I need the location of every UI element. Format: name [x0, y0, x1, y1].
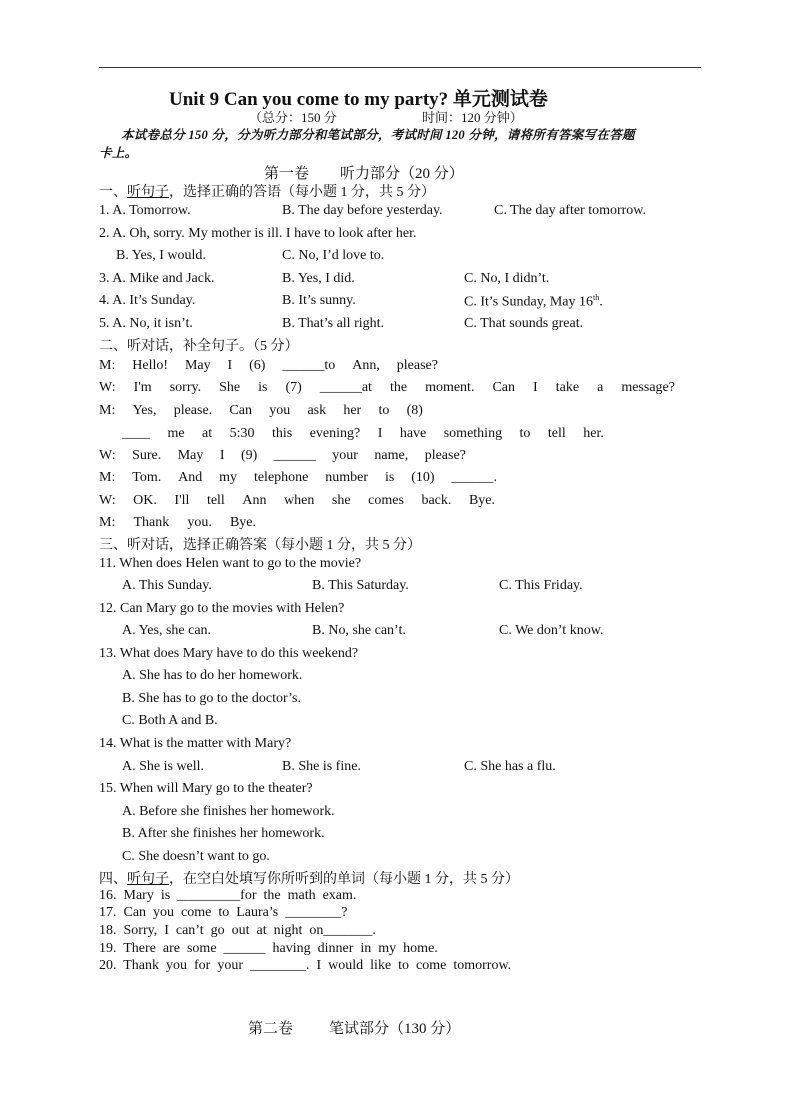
dialogue-word: her	[343, 403, 362, 418]
q4-option-c	[464, 293, 603, 311]
dialogue-word: Tom.	[132, 470, 162, 485]
q12-option-c: C. We don’t know.	[499, 623, 604, 638]
dialogue-word: comes	[368, 493, 404, 508]
q4-option-c-superscript: th	[592, 293, 600, 302]
q4-option-c-end: .	[599, 294, 603, 310]
dialogue-word: Hello!	[132, 358, 169, 373]
section-4-keyword: 听句子	[127, 872, 169, 887]
q4-option-c-text: C. It’s Sunday, May 16	[464, 294, 593, 310]
q4-option-a: 4. A. It’s Sunday.	[99, 293, 196, 308]
q15-option-a: A. Before she finishes her homework.	[122, 804, 335, 819]
q14-option-a: A. She is well.	[122, 759, 205, 774]
q11-option-a: A. This Sunday.	[122, 578, 212, 593]
dialogue-word: the	[389, 380, 408, 395]
dialogue-word: moment.	[425, 380, 475, 395]
dialogue-word: Can	[229, 403, 252, 418]
dialogue-line-5	[99, 470, 497, 486]
q5-option-c: C. That sounds great.	[464, 316, 584, 331]
part1-title: 听力部分（20 分）	[340, 166, 464, 182]
q2-option-c: C. No, I’d love to.	[282, 248, 385, 263]
dialogue-word: when	[284, 493, 315, 508]
section-2-heading: 二、听对话，补全句子。（5 分）	[99, 339, 299, 354]
section-1-number: 一、	[99, 185, 127, 200]
dialogue-word: tell	[206, 493, 225, 508]
q16-sentence: 16. Mary is _________for the math exam.	[99, 888, 357, 903]
dialogue-word: W:	[99, 448, 116, 463]
q15-question: 15. When will Mary go to the theater?	[99, 781, 313, 796]
dialogue-word: I	[227, 358, 233, 373]
dialogue-word: Ann	[242, 493, 267, 508]
dialogue-word: tell	[547, 426, 566, 441]
dialogue-word: Sure.	[132, 448, 162, 463]
dialogue-word: please?	[396, 358, 438, 373]
dialogue-word: I	[533, 380, 538, 395]
dialogue-word: a	[597, 380, 604, 395]
dialogue-word: number	[325, 470, 369, 485]
dialogue-word: Bye.	[229, 515, 256, 530]
dialogue-word: May	[184, 358, 211, 373]
dialogue-word: back.	[421, 493, 452, 508]
dialogue-word: please.	[173, 403, 213, 418]
q14-option-c: C. She has a flu.	[464, 759, 556, 774]
instructions-line-1: 本试卷总分 150 分，分为听力部分和笔试部分，考试时间 120 分钟，请将所有答案写在答题	[121, 128, 635, 142]
page-title: Unit 9 Can you come to my party? 单元测试卷	[169, 89, 548, 110]
total-score: （总分：150 分	[249, 110, 337, 125]
dialogue-word: you	[269, 403, 291, 418]
q3-option-c: C. No, I didn’t.	[464, 271, 550, 286]
dialogue-word: And	[178, 470, 203, 485]
q3-option-b: B. Yes, I did.	[282, 271, 355, 286]
dialogue-word: name,	[374, 448, 409, 463]
dialogue-word: something	[443, 426, 503, 441]
dialogue-word: M:	[99, 470, 116, 485]
dialogue-word: ____	[122, 426, 150, 441]
q15-option-c: C. She doesn’t want to go.	[122, 849, 270, 864]
q11-option-c: C. This Friday.	[499, 578, 583, 593]
q1-option-c: C. The day after tomorrow.	[494, 203, 647, 218]
dialogue-word: ______	[273, 448, 316, 463]
q15-option-b: B. After she finishes her homework.	[122, 826, 325, 841]
dialogue-word: (7)	[285, 380, 302, 395]
q1-option-a: 1. A. Tomorrow.	[99, 203, 191, 218]
q2-option-b: B. Yes, I would.	[116, 248, 206, 263]
q12-option-a: A. Yes, she can.	[122, 623, 212, 638]
q14-option-b: B. She is fine.	[282, 759, 361, 774]
dialogue-word: sorry.	[169, 380, 202, 395]
dialogue-line-2	[99, 380, 675, 396]
q13-question: 13. What does Mary have to do this weekend?	[99, 646, 359, 661]
q5-option-b: B. That’s all right.	[282, 316, 385, 331]
dialogue-word: is	[258, 380, 268, 395]
q12-option-b: B. No, she can’t.	[312, 623, 406, 638]
dialogue-word: She	[219, 380, 241, 395]
q2-option-a: 2. A. Oh, sorry. My mother is ill. I have to look after her.	[99, 226, 417, 241]
dialogue-word: please?	[424, 448, 466, 463]
dialogue-word: (6)	[249, 358, 266, 373]
dialogue-line-4	[99, 448, 466, 464]
dialogue-word: to	[378, 403, 390, 418]
exam-time: 时间：120 分钟）	[422, 110, 523, 125]
q5-option-a: 5. A. No, it isn’t.	[99, 316, 193, 331]
q17-sentence: 17. Can you come to Laura’s ________?	[99, 905, 348, 920]
dialogue-word: M:	[99, 358, 116, 373]
q13-option-b: B. She has to go to the doctor’s.	[122, 691, 302, 706]
q19-sentence: 19. There are some ______ having dinner in my home.	[99, 941, 438, 956]
dialogue-line-3-continued	[122, 426, 604, 442]
dialogue-word: I'll	[174, 493, 190, 508]
dialogue-word: ask	[307, 403, 327, 418]
dialogue-word: (10)	[411, 470, 435, 485]
q11-question: 11. When does Helen want to go to the movie?	[99, 556, 362, 571]
section-3-heading: 三、听对话，选择正确答案（每小题 1 分，共 5 分）	[99, 538, 421, 553]
dialogue-word: is	[384, 470, 395, 485]
part2-title: 笔试部分（130 分）	[329, 1021, 461, 1037]
dialogue-word: I'm	[133, 380, 152, 395]
section-1-keyword: 听句子	[127, 185, 169, 200]
dialogue-word: me	[167, 426, 185, 441]
dialogue-word: Bye.	[468, 493, 495, 508]
section-1-heading	[99, 181, 435, 201]
dialogue-word: Yes,	[132, 403, 157, 418]
dialogue-word: have	[399, 426, 427, 441]
q14-question: 14. What is the matter with Mary?	[99, 736, 292, 751]
dialogue-word: (8)	[406, 403, 423, 418]
dialogue-word: ______.	[451, 470, 497, 485]
q1-option-b: B. The day before yesterday.	[282, 203, 443, 218]
section-4-instructions: ，在空白处填写你所听到的单词（每小题 1 分，共 5 分）	[169, 872, 519, 887]
q11-option-b: B. This Saturday.	[312, 578, 409, 593]
dialogue-word: OK.	[133, 493, 157, 508]
dialogue-word: my	[219, 470, 238, 485]
dialogue-word: this	[271, 426, 293, 441]
dialogue-word: your	[332, 448, 358, 463]
instructions-line-2: 卡上。	[99, 146, 138, 160]
dialogue-word: W:	[99, 380, 116, 395]
dialogue-line-3	[99, 403, 423, 419]
dialogue-word: (9)	[240, 448, 258, 463]
dialogue-word: I	[219, 448, 225, 463]
dialogue-word: 5:30	[229, 426, 255, 441]
dialogue-word: her.	[583, 426, 604, 441]
dialogue-word: Ann,	[352, 358, 380, 373]
dialogue-word: at	[202, 426, 213, 441]
dialogue-word: M:	[99, 515, 116, 530]
dialogue-word: Can	[492, 380, 516, 395]
dialogue-word: telephone	[253, 470, 309, 485]
dialogue-word: you.	[187, 515, 212, 530]
dialogue-word: May	[177, 448, 204, 463]
q13-option-a: A. She has to do her homework.	[122, 668, 303, 683]
dialogue-word: take	[555, 380, 580, 395]
top-rule	[99, 67, 701, 68]
section-4-number: 四、	[99, 872, 127, 887]
dialogue-line-6	[99, 493, 495, 509]
dialogue-word: ______at	[319, 380, 372, 395]
dialogue-word: M:	[99, 403, 116, 418]
q4-option-b: B. It’s sunny.	[282, 293, 356, 308]
part2-label: 第二卷	[248, 1021, 294, 1037]
dialogue-word: to	[519, 426, 531, 441]
part1-label: 第一卷	[264, 166, 310, 182]
dialogue-word: evening?	[309, 426, 361, 441]
q3-option-a: 3. A. Mike and Jack.	[99, 271, 215, 286]
dialogue-word: Thank	[133, 515, 170, 530]
q18-sentence: 18. Sorry, I can’t go out at night on_______.	[99, 923, 376, 938]
dialogue-word: she	[331, 493, 351, 508]
dialogue-word: message?	[621, 380, 675, 395]
q12-question: 12. Can Mary go to the movies with Helen?	[99, 601, 345, 616]
dialogue-line-1	[99, 358, 438, 374]
q13-option-c: C. Both A and B.	[122, 713, 218, 728]
dialogue-word: ______to	[282, 358, 336, 373]
section-1-instructions: ，选择正确的答语（每小题 1 分，共 5 分）	[169, 185, 435, 200]
q20-sentence: 20. Thank you for your ________. I would like to come tomorrow.	[99, 958, 512, 973]
section-4-heading	[99, 868, 519, 888]
dialogue-line-7	[99, 515, 256, 531]
dialogue-word: I	[377, 426, 383, 441]
dialogue-word: W:	[99, 493, 116, 508]
